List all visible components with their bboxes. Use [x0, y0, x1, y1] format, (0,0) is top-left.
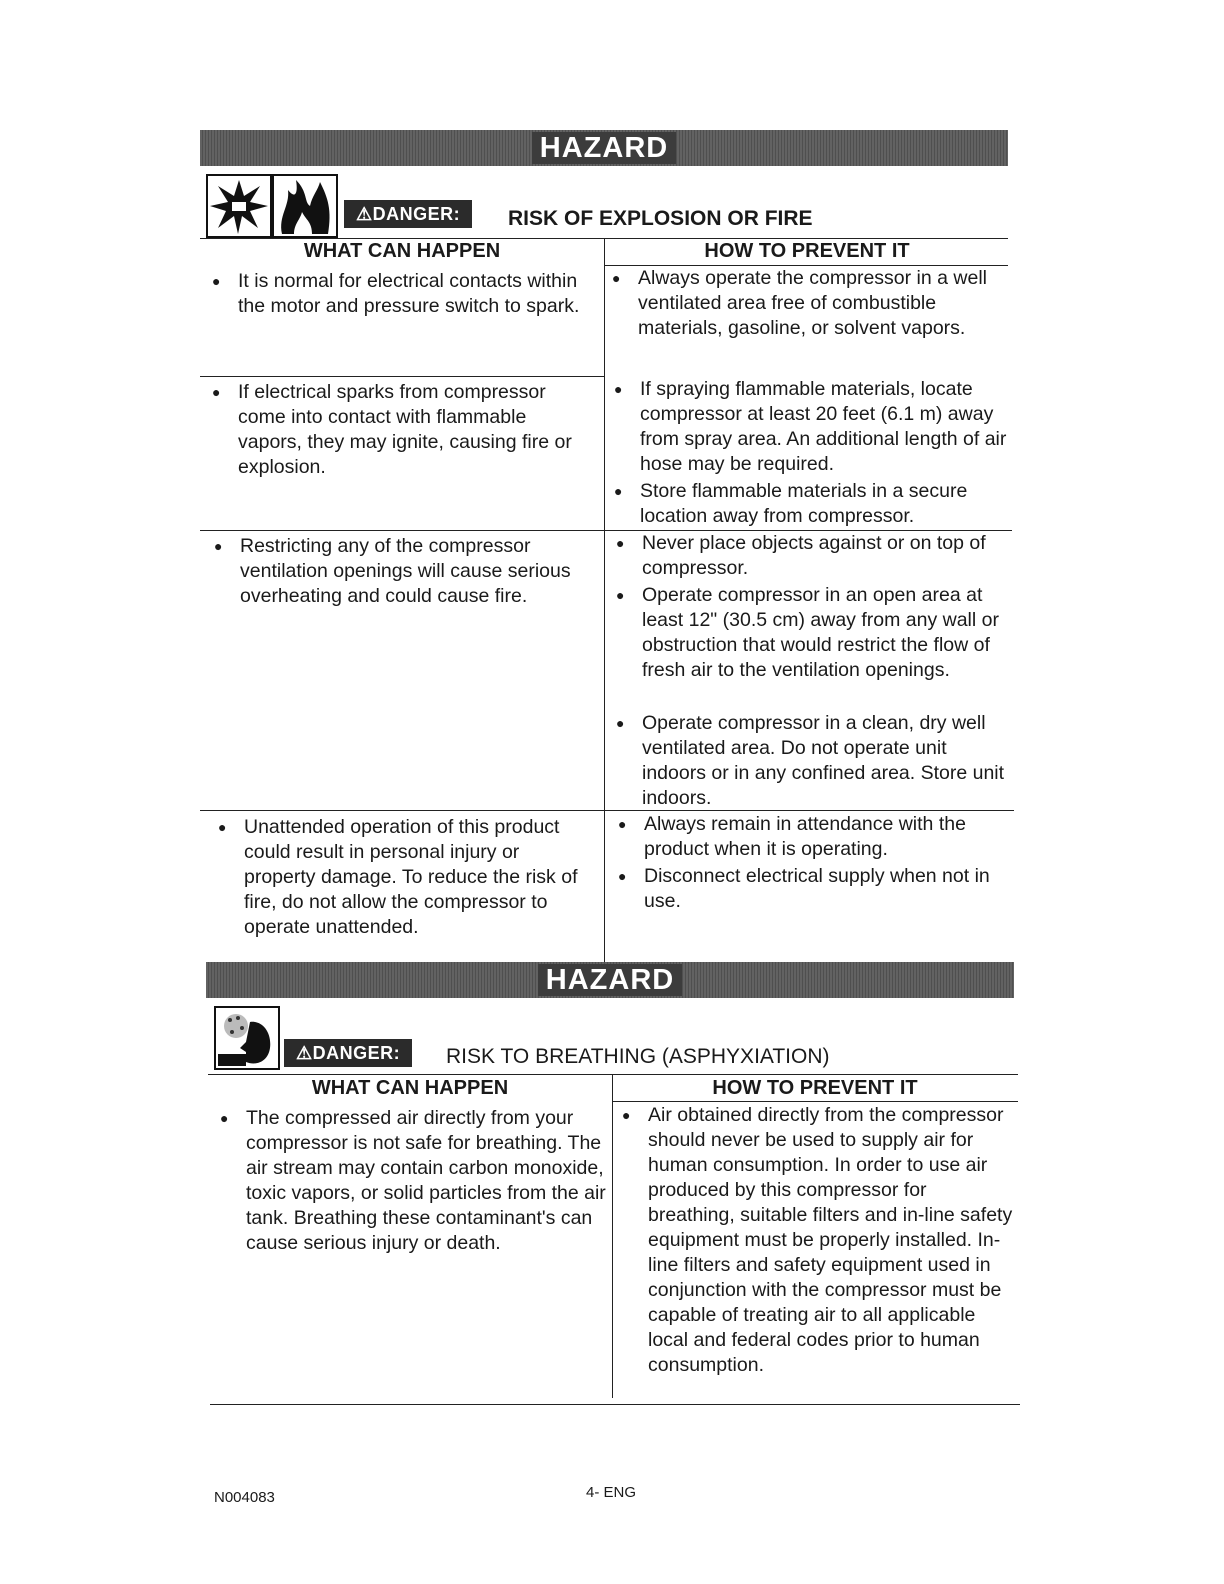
- row-divider: [200, 810, 1014, 811]
- how-text: Operate compressor in an open area at least 12" (30.5 cm) away from any wall or obstruction that would restrict the flow of fresh air to the ventilation openings.: [642, 584, 999, 681]
- bullet-icon: ●: [616, 715, 625, 731]
- how-text: Never place objects against or on top of compressor.: [642, 532, 986, 579]
- list-item: [614, 479, 1010, 529]
- how-text: Disconnect electrical supply when not in use.: [644, 865, 990, 912]
- bullet-icon: ●: [618, 816, 627, 832]
- list-item: [212, 380, 593, 480]
- bullet-icon: ●: [618, 868, 627, 884]
- document-code: N004083: [214, 1489, 275, 1506]
- hazard-banner-title: HAZARD: [538, 964, 682, 996]
- fire-icon: [272, 174, 338, 238]
- hazard-banner: [206, 962, 1014, 998]
- list-item: [212, 269, 593, 319]
- bullet-icon: ●: [616, 587, 625, 603]
- bullet-icon: ●: [612, 270, 621, 286]
- table-bottom-rule: [210, 1404, 1020, 1405]
- explosion-icon: [206, 174, 272, 238]
- column-header-how: HOW TO PREVENT IT: [704, 240, 910, 262]
- what-text: If electrical sparks from compressor come into contact with flammable vapors, they may ignite, causing fire or explosion.: [238, 381, 572, 478]
- list-item: [218, 815, 584, 940]
- what-text: The compressed air directly from your compressor is not safe for breathing. The air stream may contain carbon monoxide, toxic vapors, or solid particles from the air tank. Breathing these contaminant's can cause serious injury or death.: [246, 1107, 606, 1254]
- how-text: Always remain in attendance with the product when it is operating.: [644, 813, 966, 860]
- list-item: [616, 583, 1008, 683]
- list-item: [214, 534, 602, 609]
- what-text: It is normal for electrical contacts within the motor and pressure switch to spark.: [238, 270, 580, 317]
- column-header-what: WHAT CAN HAPPEN: [303, 240, 501, 262]
- list-item: [612, 266, 1006, 341]
- bullet-icon: ●: [212, 273, 221, 289]
- hazard-banner: [200, 130, 1008, 166]
- column-header-what: WHAT CAN HAPPEN: [311, 1077, 509, 1099]
- list-item: [220, 1106, 608, 1256]
- bullet-icon: ●: [212, 384, 221, 400]
- header-rule: [612, 1101, 1018, 1102]
- how-text: Operate compressor in a clean, dry well ventilated area. Do not operate unit indoors or in any confined area. Store unit indoors.: [642, 712, 1005, 809]
- list-item: [618, 812, 1008, 862]
- column-header-how: HOW TO PREVENT IT: [712, 1077, 918, 1099]
- row-divider: [200, 376, 604, 377]
- how-text: Always operate the compressor in a well ventilated area free of combustible materials, gasoline, or solvent vapors.: [638, 267, 987, 339]
- how-text: Store flammable materials in a secure location away from compressor.: [640, 480, 968, 527]
- bullet-icon: ●: [614, 381, 623, 397]
- danger-label: ⚠DANGER:: [284, 1039, 412, 1067]
- list-item: [614, 377, 1010, 477]
- list-item: [616, 711, 1008, 811]
- column-divider: [604, 238, 605, 962]
- list-item: [622, 1103, 1014, 1378]
- hazard-banner-title: HAZARD: [532, 132, 676, 164]
- bullet-icon: ●: [616, 535, 625, 551]
- breathing-hazard-icon: [214, 1006, 280, 1070]
- how-text: Air obtained directly from the compressor should never be used to supply air for human consumption. In order to use air produced by this compressor for breathing, suitable filters and in-line safety equipment must be properly installed. In-line filters and safety equipment used in conjunction with the compressor must be capable of treating air to all applicable local and federal codes prior to human consumption.: [648, 1104, 1013, 1376]
- list-item: [616, 531, 1008, 581]
- bullet-icon: ●: [218, 819, 227, 835]
- column-divider: [612, 1074, 613, 1398]
- page-number: 4- ENG: [586, 1484, 637, 1501]
- what-text: Restricting any of the compressor ventilation openings will cause serious overheating and could cause fire.: [240, 535, 571, 607]
- danger-label: ⚠DANGER:: [344, 200, 472, 228]
- risk-title: RISK OF EXPLOSION OR FIRE: [508, 207, 813, 230]
- bullet-icon: ●: [220, 1110, 229, 1126]
- list-item: [618, 864, 1008, 914]
- risk-title: RISK TO BREATHING (ASPHYXIATION): [446, 1045, 830, 1068]
- what-text: Unattended operation of this product could result in personal injury or property damage. To reduce the risk of fire, do not allow the compressor to operate unattended.: [244, 816, 578, 938]
- bullet-icon: ●: [214, 538, 223, 554]
- bullet-icon: ●: [622, 1107, 631, 1123]
- table-top-rule: [208, 1074, 1018, 1075]
- bullet-icon: ●: [614, 483, 623, 499]
- how-text: If spraying flammable materials, locate compressor at least 20 feet (6.1 m) away from spray area. An additional length of air hose may be required.: [640, 378, 1007, 475]
